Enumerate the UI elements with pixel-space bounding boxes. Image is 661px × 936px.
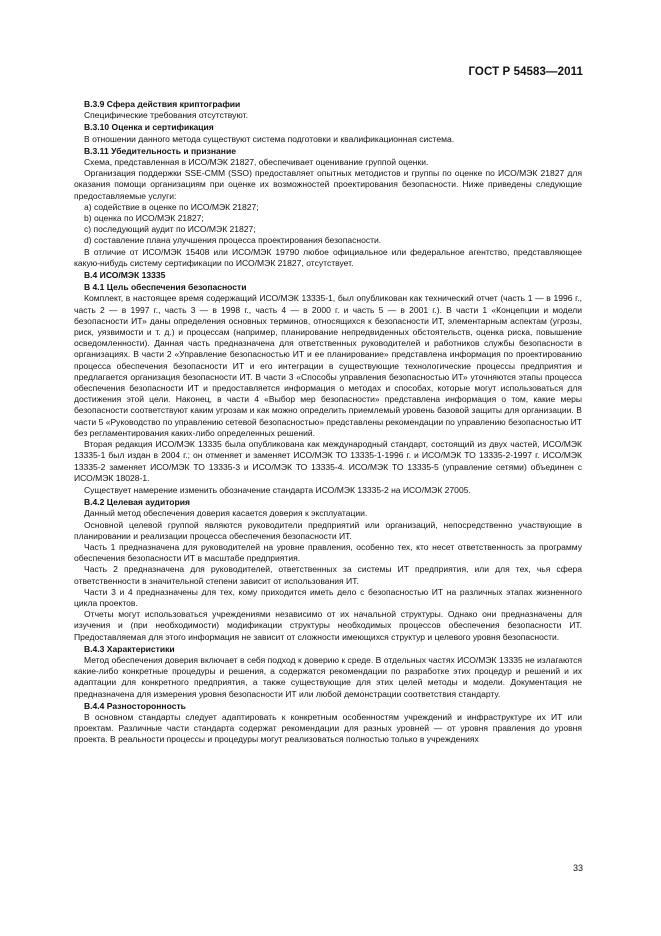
- paragraph: Часть 1 предназначена для руководителей на уровне правления, особенно тех, кто несет ответственность за программу обеспечения безопасности ИТ в масштабе предприятия.: [74, 541, 582, 564]
- paragraph: Основной целевой группой являются руководители предприятий или организаций, непосредственно участвующие в планировании и реализации процесса обеспечения безопасности ИТ.: [74, 519, 582, 541]
- document-body: [74, 98, 582, 746]
- list-item: c) последующий аудит по ИСО/МЭК 21827;: [84, 224, 256, 235]
- paragraph: Специфические требования отсутствуют.: [84, 110, 248, 121]
- paragraph: Часть 2 предназначена для руководителей, ответственных за системы ИТ предприятия, или для тех, чья сфера ответственности в значительной степени зависит от использования ИТ.: [74, 564, 582, 586]
- list-item: a) содействие в оценке по ИСО/МЭК 21827;: [84, 201, 259, 212]
- section-heading-b4: В.4 ИСО/МЭК 13335: [84, 270, 166, 281]
- paragraph: Части 3 и 4 предназначены для тех, кому приходится иметь дело с безопасностью ИТ на различных этапах жизненного цикла проектов.: [74, 586, 582, 608]
- section-heading-b42: В.4.2 Целевая аудитория: [84, 497, 190, 508]
- paragraph: В основном стандарты следует адаптировать к конкретным особенностям учреждений и инфраструктуре их ИТ или проектам. Различные части стандарта содержат рекомендации для разных уровней — от уровня правления до уровня проекта. В реальности процессы и процедуры могут реализоваться полностью только в учреждениях: [74, 711, 582, 745]
- page-number: 33: [572, 863, 583, 873]
- section-heading-b44: В.4.4 Разносторонность: [84, 700, 186, 711]
- section-heading-b311: В.3.11 Убедительность и признание: [84, 145, 236, 156]
- paragraph: Отчеты могут использоваться учреждениями независимо от их начальной структуры. Однако они предназначены для изучения и (при необходимости) модификации структуры необходимых процессов обеспечения безопасности ИТ. Предоставляемая для этого информация не зависит от сложности имеющихся структур и целевого уровня безопасности.: [74, 609, 582, 642]
- paragraph: Вторая редакция ИСО/МЭК 13335 была опубликована как международный стандарт, состоящий из двух частей, ИСО/МЭК 13335-1 был издан в 2004 г.; он отменяет и заменяет ИСО/МЭК ТО 13335-1-1996 г. и ИСО/МЭК ТО 13335-2-1997 г. ИСО/МЭК 13335-2 заменяет ИСО/МЭК ТО 13335-3 и ИСО/МЭК ТО 13335-4. ИСО/МЭК ТО 13335-5 (управление сетями) объединен с ИСО/МЭК 18028-1.: [74, 439, 582, 483]
- paragraph: В отличие от ИСО/МЭК 15408 или ИСО/МЭК 19790 любое официальное или федеральное агентство, представляющее какую-нибудь систему сертификации по ИСО/МЭК 21827, отсутствует.: [74, 246, 582, 268]
- paragraph: Комплект, в настоящее время содержащий ИСО/МЭК 13335-1, был опубликован как технический отчет (часть 1 — в 1996 г., часть 2 — в 1997 г., часть 3 — в 1998 г., часть 4 — в 2000 г. и часть 5 — в 2001 г.). В части 1 «Концепции и модели безопасности ИТ» даны определения основных терминов, относящихся к безопасности ИТ, элементарным аспектам (угрозы, риск, уязвимости и т. д.) и процессам (например, планирование непредвиденных обстоятельств, оценка риска, повышение осведомленности). Данная часть предназначена для ответственных руководителей и работников службы безопасности в организациях. В части 2 «Управление безопасностью ИТ и ее планирование» представлена информация по проектированию процесса обеспечения безопасности ИТ и его интеграции в существующие технологические процессы предприятия и предлагается организация безопасности ИТ. В части 3 «Способы управления безопасностью ИТ» уточняются этапы процесса обеспечения безопасности ИТ и предоставляется информация о методах и способах, которые могут использоваться для достижения этой цели. Наконец, в части 4 «Выбор мер безопасности» представлена информация о том, какие меры безопасности соответствуют каким угрозам и как можно определить приемлемый уровень базовой защиты для организации. В части 5 «Руководство по управлению сетевой безопасностью» представлены рекомендации по управлению безопасностью ИТ без регламентирования каких-либо определенных решений.: [74, 293, 582, 438]
- list-item: d) составление плана улучшения процесса проектирования безопасности.: [84, 235, 382, 246]
- paragraph: Данный метод обеспечения доверия касается доверия к эксплуатации.: [84, 508, 368, 519]
- paragraph: Схема, представленная в ИСО/МЭК 21827, обеспечивает оценивание группой оценки.: [84, 157, 429, 168]
- paragraph: В отношении данного метода существуют система подготовки и квалификационная система.: [84, 133, 455, 144]
- paragraph: Существует намерение изменить обозначение стандарта ИСО/МЭК 13335-2 на ИСО/МЭК 27005.: [84, 484, 471, 495]
- paragraph: Метод обеспечения доверия включает в себя подход к доверию к среде. В отдельных частях ИСО/МЭК 13335 не излагаются какие-либо конкретные процедуры и решения, а содержатся рекомендации по разработке этих процедур и решений и их адаптации для конкретного предприятия, а также существующие для этих целей методы и модели. Документация не предназначена для измерения уровня безопасности ИТ или любой демонстрации соответствия стандарту.: [74, 654, 582, 699]
- doc-code-header: ГОСТ Р 54583—2011: [468, 66, 583, 78]
- section-heading-b310: В.3.10 Оценка и сертификация: [84, 122, 214, 133]
- paragraph: Организация поддержки SSE-CMM (SSO) предоставляет опытных методистов и группы по оценке по ИСО/МЭК 21827 для оказания помощи организациям при оценке их возможностей проектирования безопасности. Ниже приведены следующие предоставляемые услуги:: [74, 168, 582, 201]
- section-heading-b43: В.4.3 Характеристики: [84, 643, 175, 654]
- section-heading-b39: В.3.9 Сфера действия криптографии: [84, 99, 241, 109]
- section-heading-b41: В 4.1 Цель обеспечения безопасности: [84, 282, 247, 293]
- list-item: b) оценка по ИСО/МЭК 21827;: [84, 213, 204, 224]
